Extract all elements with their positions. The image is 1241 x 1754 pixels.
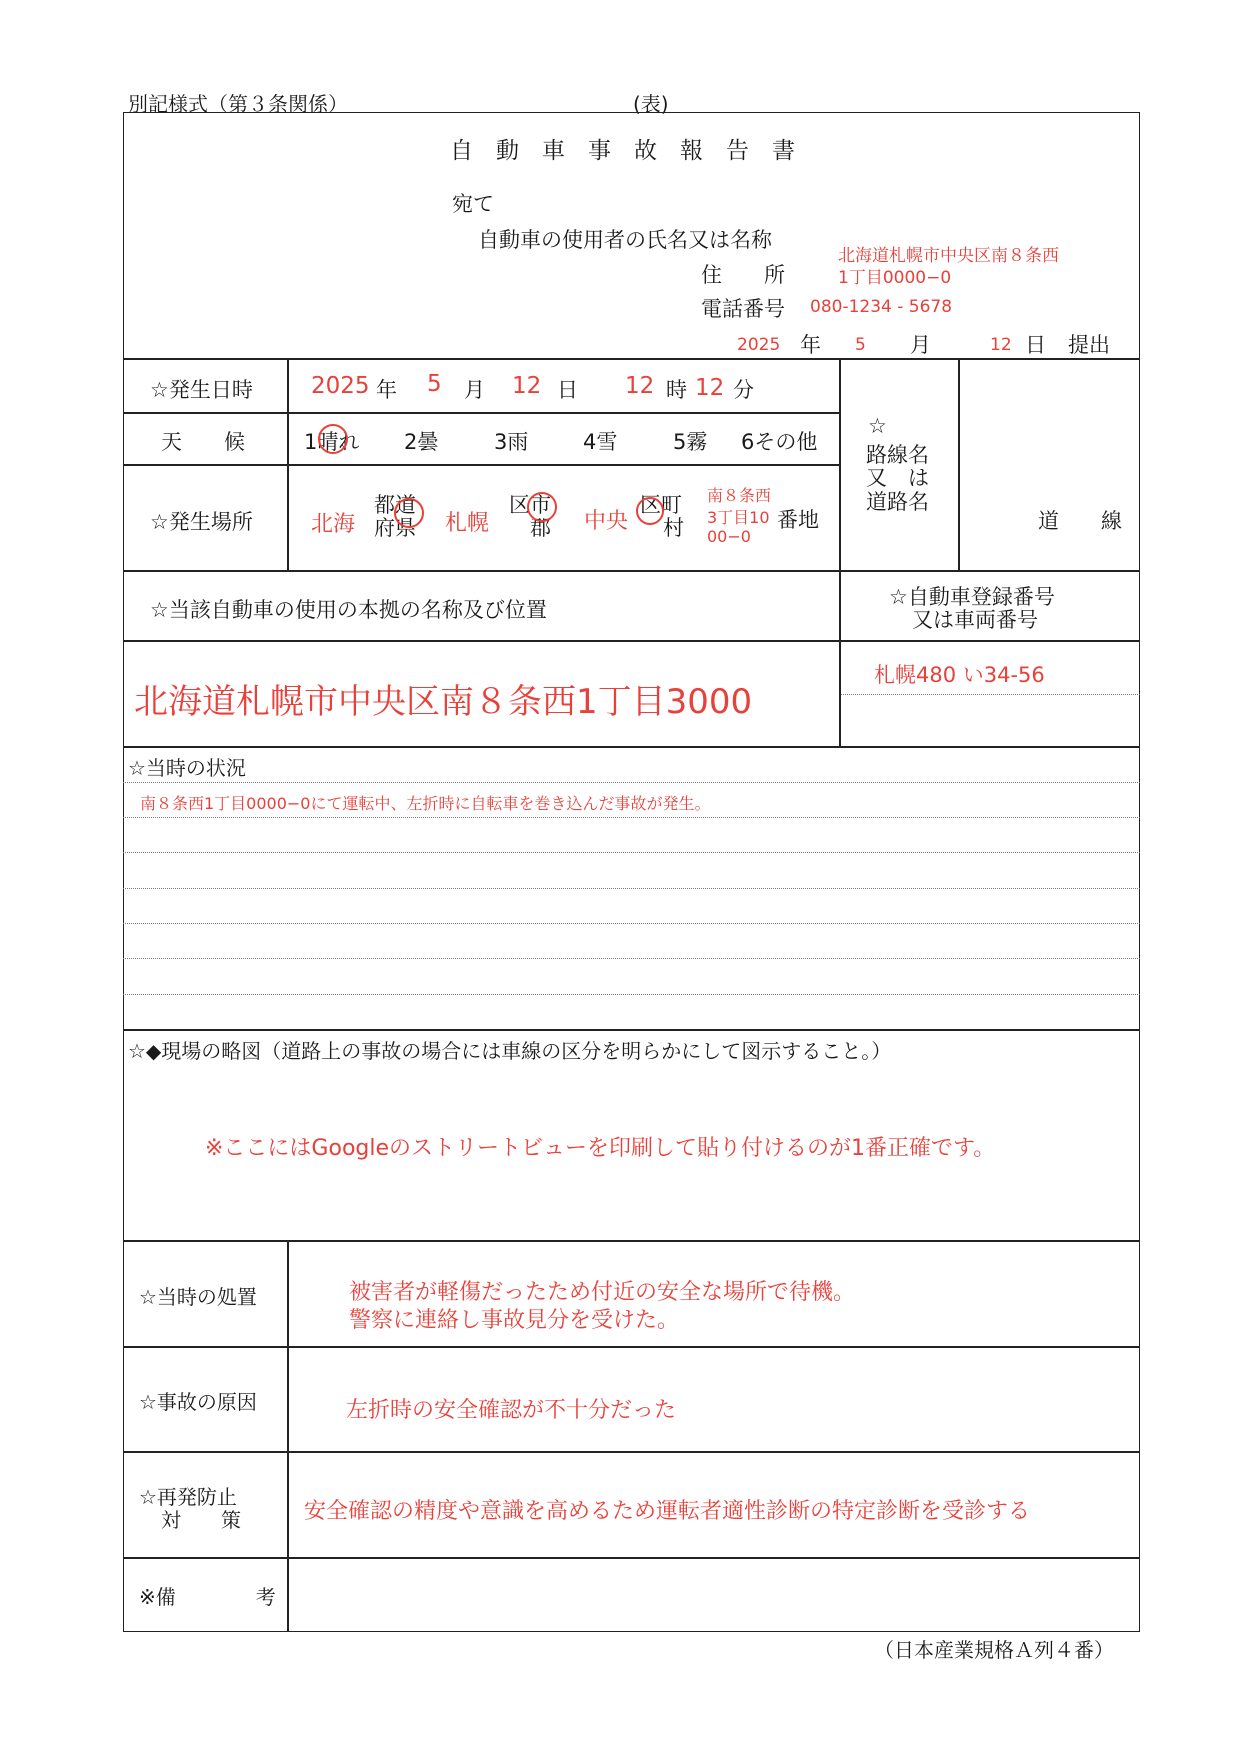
measures-label: ☆当時の処置: [139, 1285, 257, 1309]
occurrence-label: ☆発生日時: [150, 378, 253, 402]
prevention-value: 安全確認の精度や意識を高めるため運転者適性診断の特定診断を受診する: [304, 1499, 1031, 1524]
measures-line1: 被害者が軽傷だったため付近の安全な場所で待機。: [349, 1280, 856, 1305]
user-name-label: 自動車の使用者の氏名又は名称: [478, 228, 772, 252]
submit-year-label: 年: [800, 333, 821, 357]
submit-day: 12: [990, 335, 1012, 355]
place-pref-unit-top: 都道: [374, 493, 416, 517]
selection-circle-ward: [636, 497, 664, 525]
place-pref-unit-bottom: 府県: [374, 516, 416, 540]
place-city-unit-top: 区市: [509, 493, 551, 517]
place-city-unit-bottom: 郡: [530, 516, 551, 540]
route-label-line2: 又 は: [866, 466, 929, 490]
remarks-label: ※備 考: [139, 1585, 276, 1609]
phone-value: 080-1234 - 5678: [810, 297, 953, 317]
route-road-suffix: 道 線: [1038, 509, 1122, 533]
prevention-label-line2: 対 策: [161, 1508, 241, 1532]
place-label: ☆発生場所: [150, 510, 253, 534]
occurrence-hour-unit: 時: [666, 378, 687, 402]
place-address-line1: 南８条西: [707, 486, 772, 505]
address-label: 住 所: [701, 263, 785, 287]
weather-option-other: 6その他: [741, 430, 818, 454]
submit-month: 5: [855, 335, 866, 355]
form-label: 別記様式（第３条関係）: [128, 92, 348, 116]
weather-option-sunny: 1晴れ: [304, 430, 360, 454]
base-value: 北海道札幌市中央区南８条西1丁目3000: [134, 682, 753, 722]
measures-line2: 警察に連絡し事故見分を受けた。: [349, 1308, 680, 1333]
occurrence-day: 12: [512, 373, 542, 399]
weather-option-snow: 4雪: [583, 430, 618, 454]
addressee-label: 宛て: [452, 192, 494, 216]
side-label: (表): [633, 92, 669, 116]
place-address-line2: 3丁目10: [707, 508, 770, 527]
place-ward-unit-top: 区町: [640, 493, 682, 517]
place-address-line3: 00−0: [707, 527, 751, 546]
selection-circle-city: [527, 492, 557, 522]
base-label: ☆当該自動車の使用の本拠の名称及び位置: [150, 598, 547, 622]
footer-note: （日本産業規格Ａ列４番）: [874, 1638, 1114, 1662]
occurrence-year: 2025: [311, 373, 370, 399]
registration-label-line1: ☆自動車登録番号: [889, 585, 1055, 609]
situation-label: ☆当時の状況: [128, 756, 246, 780]
registration-value: 札幌480 い34-56: [874, 663, 1045, 687]
occurrence-hour: 12: [625, 373, 655, 399]
occurrence-day-unit: 日: [557, 378, 578, 402]
cause-label: ☆事故の原因: [139, 1390, 257, 1414]
submit-month-label: 月: [910, 333, 931, 357]
weather-option-fog: 5霧: [673, 430, 708, 454]
registration-label-line2: 又は車両番号: [912, 608, 1038, 632]
selection-circle-weather: [318, 424, 348, 454]
weather-label: 天 候: [161, 430, 245, 454]
submit-day-label: 日: [1025, 333, 1046, 357]
occurrence-year-unit: 年: [376, 378, 397, 402]
occurrence-minute-unit: 分: [733, 378, 754, 402]
route-label-line3: 道路名: [866, 490, 929, 514]
place-ward: 中央: [584, 509, 629, 534]
submit-year: 2025: [737, 335, 781, 355]
route-label-star: ☆: [868, 414, 887, 438]
sketch-note: ※ここにはGoogleのストリートビューを印刷して貼り付けるのが1番正確です。: [205, 1136, 996, 1161]
address-value-line2: 1丁目0000−0: [838, 268, 952, 288]
phone-label: 電話番号: [701, 297, 785, 321]
prevention-label-line1: ☆再発防止: [139, 1485, 237, 1509]
route-label-line1: 路線名: [866, 443, 929, 467]
submit-label: 提出: [1068, 333, 1110, 357]
weather-option-cloudy: 2曇: [404, 430, 439, 454]
place-ward-unit-bottom: 村: [663, 516, 684, 540]
sketch-label: ☆◆現場の略図（道路上の事故の場合には車線の区分を明らかにして図示すること。）: [128, 1039, 892, 1063]
occurrence-minute: 12: [695, 375, 725, 401]
selection-circle-prefecture: [394, 498, 424, 528]
place-prefecture: 北海: [311, 512, 356, 537]
place-city: 札幌: [445, 511, 490, 536]
form-title: 自 動 車 事 故 報 告 書: [450, 138, 795, 164]
cause-value: 左折時の安全確認が不十分だった: [346, 1398, 677, 1423]
weather-option-rain: 3雨: [494, 430, 529, 454]
place-banchi: 番地: [777, 508, 819, 532]
address-value-line1: 北海道札幌市中央区南８条西: [838, 246, 1059, 266]
occurrence-month-unit: 月: [464, 378, 485, 402]
occurrence-month: 5: [427, 371, 442, 397]
situation-line: 南８条西1丁目0000−0にて運転中、左折時に自転車を巻き込んだ事故が発生。: [140, 794, 711, 813]
